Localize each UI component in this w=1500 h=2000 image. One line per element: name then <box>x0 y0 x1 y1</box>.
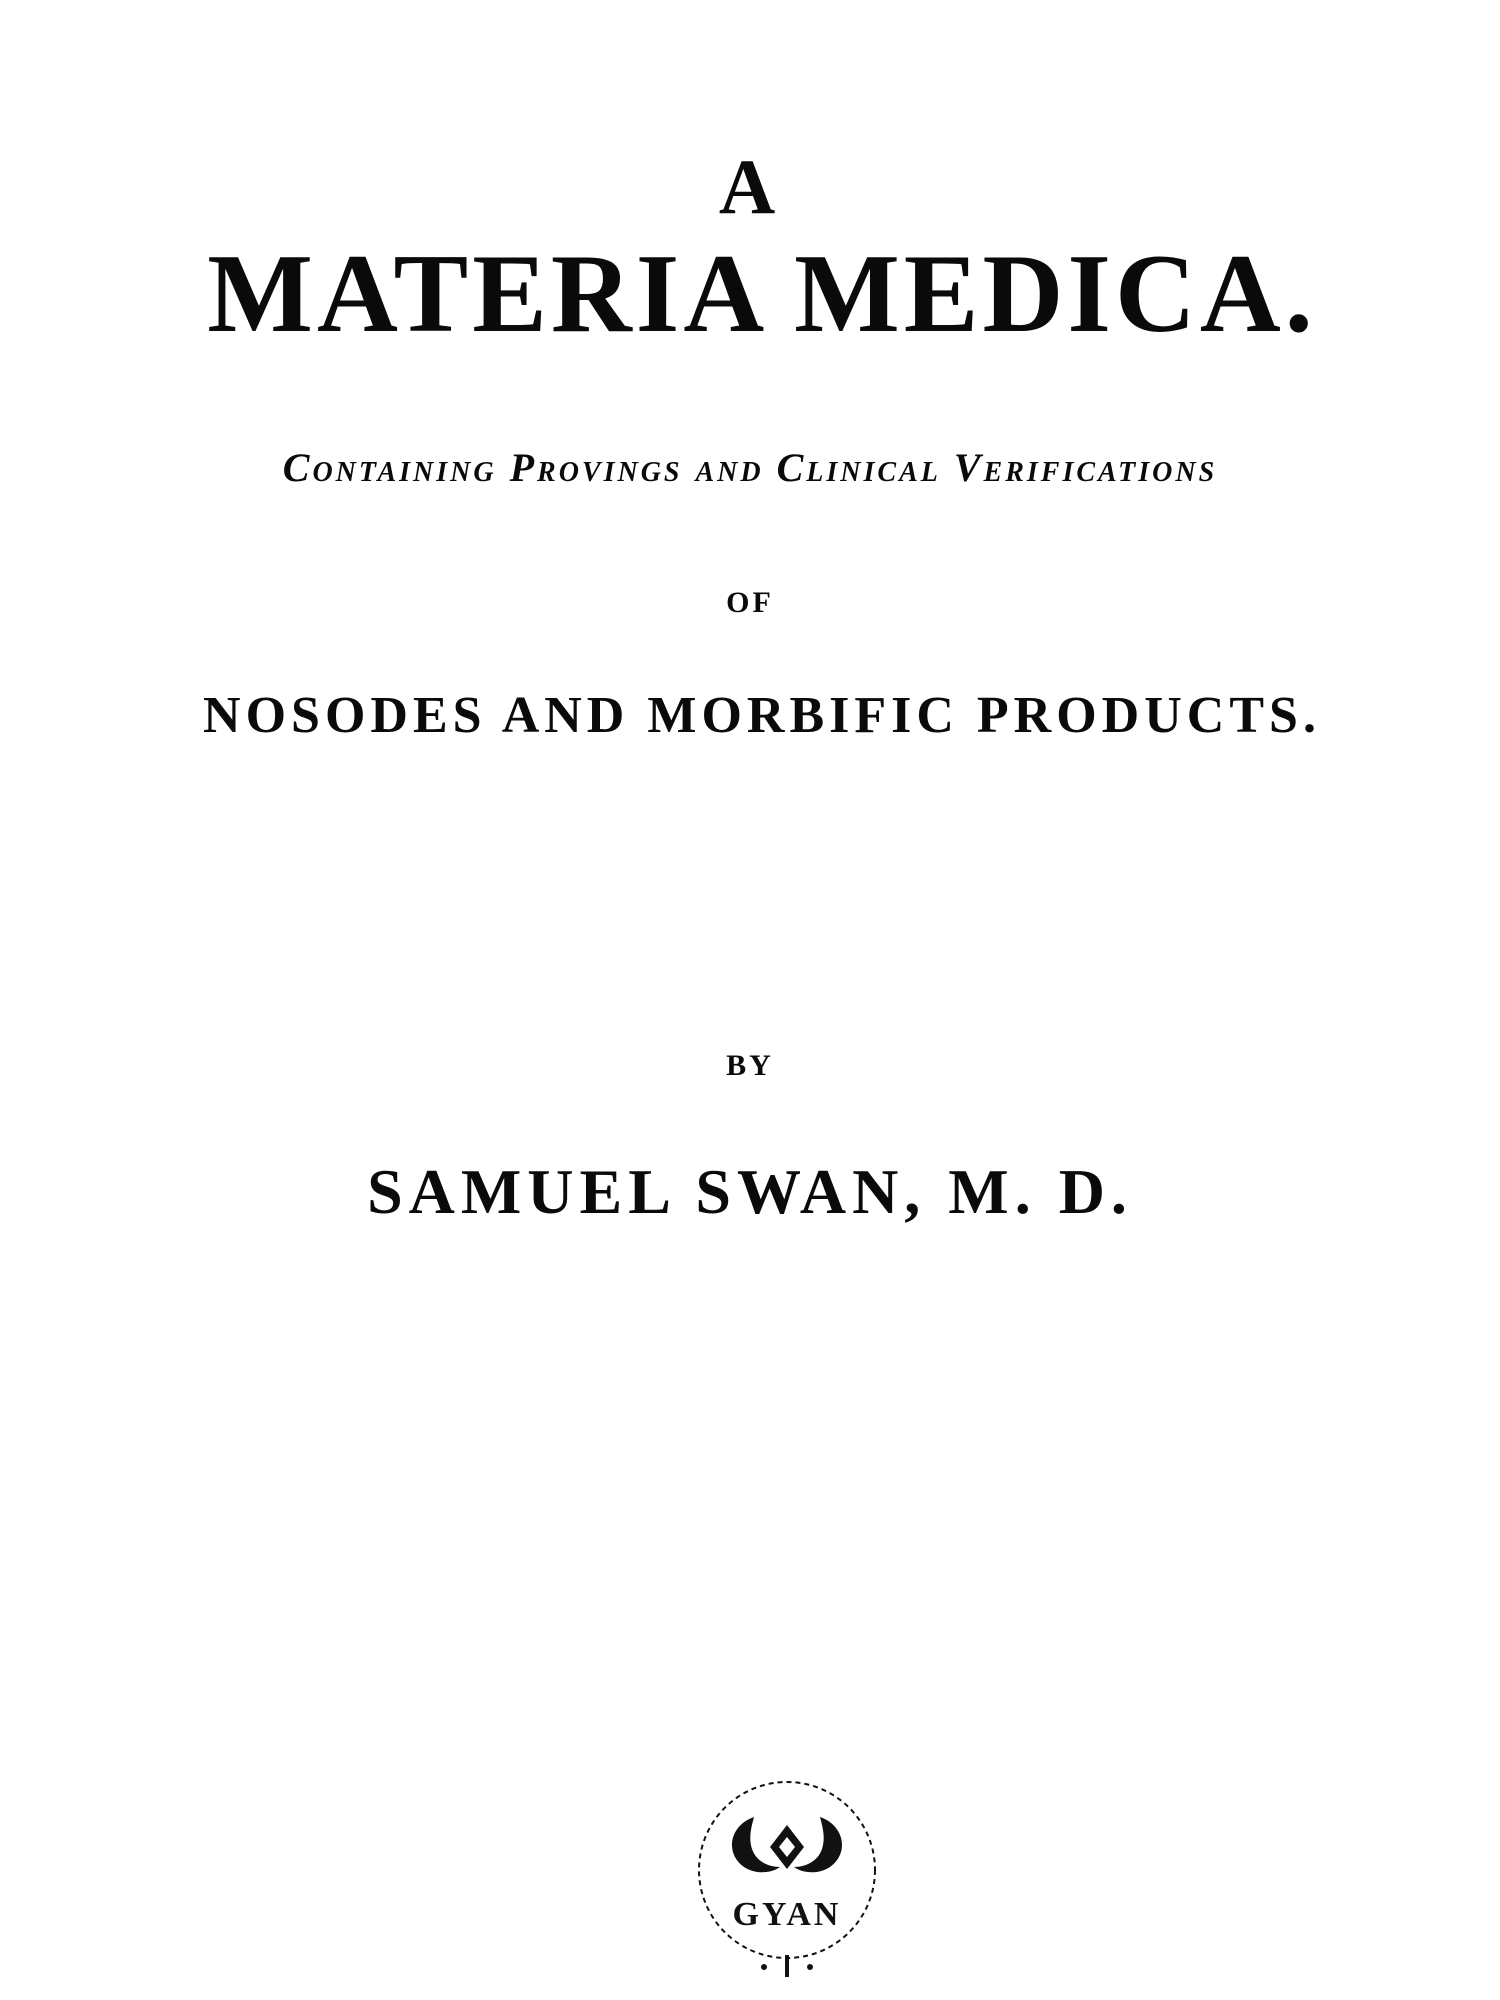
byline-label: BY <box>726 1049 774 1082</box>
book-subtitle: Containing Provings and Clinical Verifications <box>282 445 1218 490</box>
publisher-name: GYAN <box>732 1896 842 1933</box>
publisher-emblem-icon <box>672 1775 902 1985</box>
subtitle-connector: OF <box>726 586 774 619</box>
book-subject: NOSODES AND MORBIFIC PRODUCTS. <box>203 687 1321 744</box>
title-article: A <box>718 143 782 230</box>
publisher-logo <box>672 1775 902 1985</box>
book-title: MATERIA MEDICA. <box>207 232 1317 356</box>
author-name: SAMUEL SWAN, M. D. <box>367 1156 1133 1227</box>
